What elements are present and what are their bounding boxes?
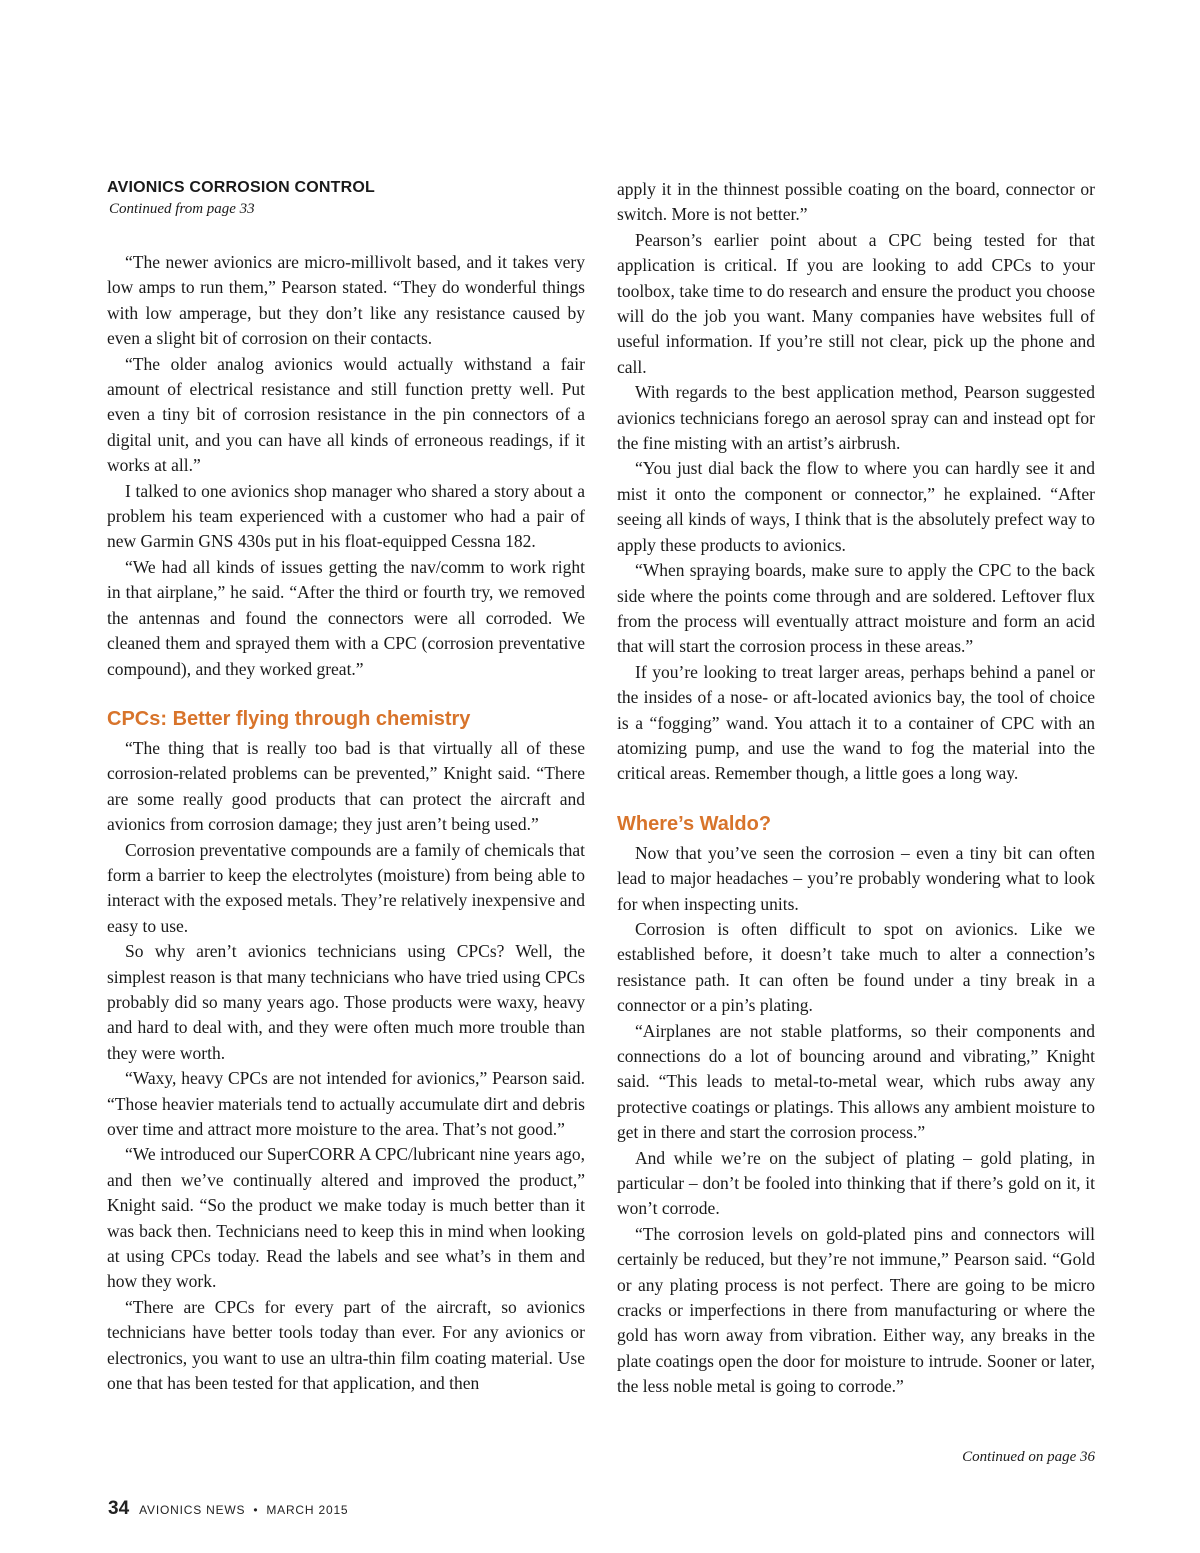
paragraph: “You just dial back the flow to where you can hardly see it and mist it onto the component or connector,” he explained. “After seeing all kinds of ways, I think that is the absolutely prefect way to apply these products to avionics. xyxy=(617,458,1095,555)
paragraph: Corrosion is often difficult to spot on avionics. Like we established before, it doesn’t take much to alter a connection’s resistance path. It can often be found under a tiny break in a connector or a pin’s plating. xyxy=(617,918,1095,1016)
paragraph: Corrosion preventative compounds are a family of chemicals that form a barrier to keep the electrolytes (moisture) from being able to interact with the exposed metals. They’re relatively inexpensive and easy to use. xyxy=(107,839,585,936)
page-number: 34 xyxy=(108,1498,130,1519)
paragraph: “The thing that is really too bad is that virtually all of these corrosion-related problems can be prevented,” Knight said. “There are some really good products that can protect the aircraft and avionics from corrosion damage; they just aren’t being used.” xyxy=(107,737,585,835)
paragraph: “The corrosion levels on gold-plated pins and connectors will certainly be reduced, but they’re not immune,” Pearson said. “Gold or any plating process is not perfect. There are going to be micro cracks or imperfections in there from manufacturing or where the gold has worn away from vibration. Either way, any breaks in the plate coatings open the door for moisture to intrude. Sooner or later, the less noble metal is going to corrode.” xyxy=(617,1223,1095,1397)
paragraph: “Airplanes are not stable platforms, so their components and connections do a lot of bouncing around and vibrating,” Knight said. “This leads to metal-to-metal wear, which rubs away any protective coatings or platings. This allows any ambient moisture to get in there and start the corrosion process.” xyxy=(617,1020,1095,1143)
paragraph: “We had all kinds of issues getting the nav/comm to work right in that airplane,” he said. “After the third or fourth try, we removed the antennas and found the connectors were all corroded. We cleaned them and sprayed them with a CPC (corrosion preventative compound), and they worked great.” xyxy=(107,556,585,679)
paragraph: “There are CPCs for every part of the aircraft, so avionics technicians have better tools today than ever. For any avionics or electronics, you want to use an ultra-thin film coating material. Use one that has been tested for that application, and then xyxy=(107,1296,585,1394)
right-column xyxy=(617,177,1095,1400)
continued-from-note: Continued from page 33 xyxy=(109,201,255,217)
publication-name: AVIONICS NEWS xyxy=(139,1503,246,1517)
paragraph: And while we’re on the subject of plating – gold plating, in particular – don’t be fooled into thinking that if there’s gold on it, it won’t corrode. xyxy=(617,1147,1095,1219)
paragraph: If you’re looking to treat larger areas, perhaps behind a panel or the insides of a nose- or aft-located avionics bay, the tool of choice is a “fogging” wand. You attach it to a container of CPC with an atomizing pump, and use the wand to fog the material into the critical areas. Remember though, a little goes a long way. xyxy=(617,661,1095,784)
subhead-cpcs: CPCs: Better flying through chemistry xyxy=(107,707,471,730)
paragraph: Now that you’ve seen the corrosion – even a tiny bit can often lead to major headaches – you’re probably wondering what to look for when inspecting units. xyxy=(617,842,1095,914)
left-column xyxy=(107,177,585,1396)
paragraph: With regards to the best application method, Pearson suggested avionics technicians forego an aerosol spray can and instead opt for the fine misting with an artist’s airbrush. xyxy=(617,382,1095,454)
paragraph: apply it in the thinnest possible coating on the board, connector or switch. More is not better.” xyxy=(617,179,1095,225)
issue-date: MARCH 2015 xyxy=(266,1503,349,1517)
paragraph: Pearson’s earlier point about a CPC being tested for that application is critical. If you are looking to add CPCs to your toolbox, take time to do research and ensure the product you choose will do the job you want. Many companies have websites full of useful information. If you’re still not clear, pick up the phone and call. xyxy=(617,229,1095,377)
paragraph: “The older analog avionics would actually withstand a fair amount of electrical resistance and still function pretty well. Put even a tiny bit of corrosion resistance in the pin connectors of a digital unit, and you can have all kinds of erroneous readings, if it works at all.” xyxy=(107,353,585,476)
paragraph: I talked to one avionics shop manager who shared a story about a problem his team experienced with a customer who had a pair of new Garmin GNS 430s put in his float-equipped Cessna 182. xyxy=(107,480,585,552)
continued-on-note: Continued on page 36 xyxy=(962,1449,1095,1465)
paragraph: So why aren’t avionics technicians using CPCs? Well, the simplest reason is that many technicians who have tried using CPCs probably did so many years ago. Those products were waxy, heavy and hard to deal with, and they were often much more trouble than they were worth. xyxy=(107,941,585,1063)
page-footer xyxy=(108,1498,348,1520)
paragraph: “Waxy, heavy CPCs are not intended for avionics,” Pearson said. “Those heavier materials tend to actually accumulate dirt and debris over time and attract more moisture to the area. That’s not good.” xyxy=(107,1068,585,1139)
subhead-waldo: Where’s Waldo? xyxy=(617,812,772,835)
paragraph: “We introduced our SuperCORR A CPC/lubricant nine years ago, and then we’ve continually altered and improved the product,” Knight said. “So the product we make today is much better than it was back then. Technicians need to keep this in mind when looking at using CPCs today. Read the labels and see what’s in them and how they work. xyxy=(107,1144,585,1292)
paragraph: “When spraying boards, make sure to apply the CPC to the back side where the points come through and are soldered. Leftover flux from the process will eventually attract moisture and form an acid that will start the corrosion process in these areas.” xyxy=(617,560,1095,657)
section-title: AVIONICS CORROSION CONTROL xyxy=(107,179,376,196)
paragraph: “The newer avionics are micro-millivolt based, and it takes very low amps to run them,” Pearson stated. “They do wonderful things with low amperage, but they don’t like any resistance caused by even a slight bit of corrosion on their contacts. xyxy=(107,252,585,349)
footer-separator: • xyxy=(253,1503,259,1517)
